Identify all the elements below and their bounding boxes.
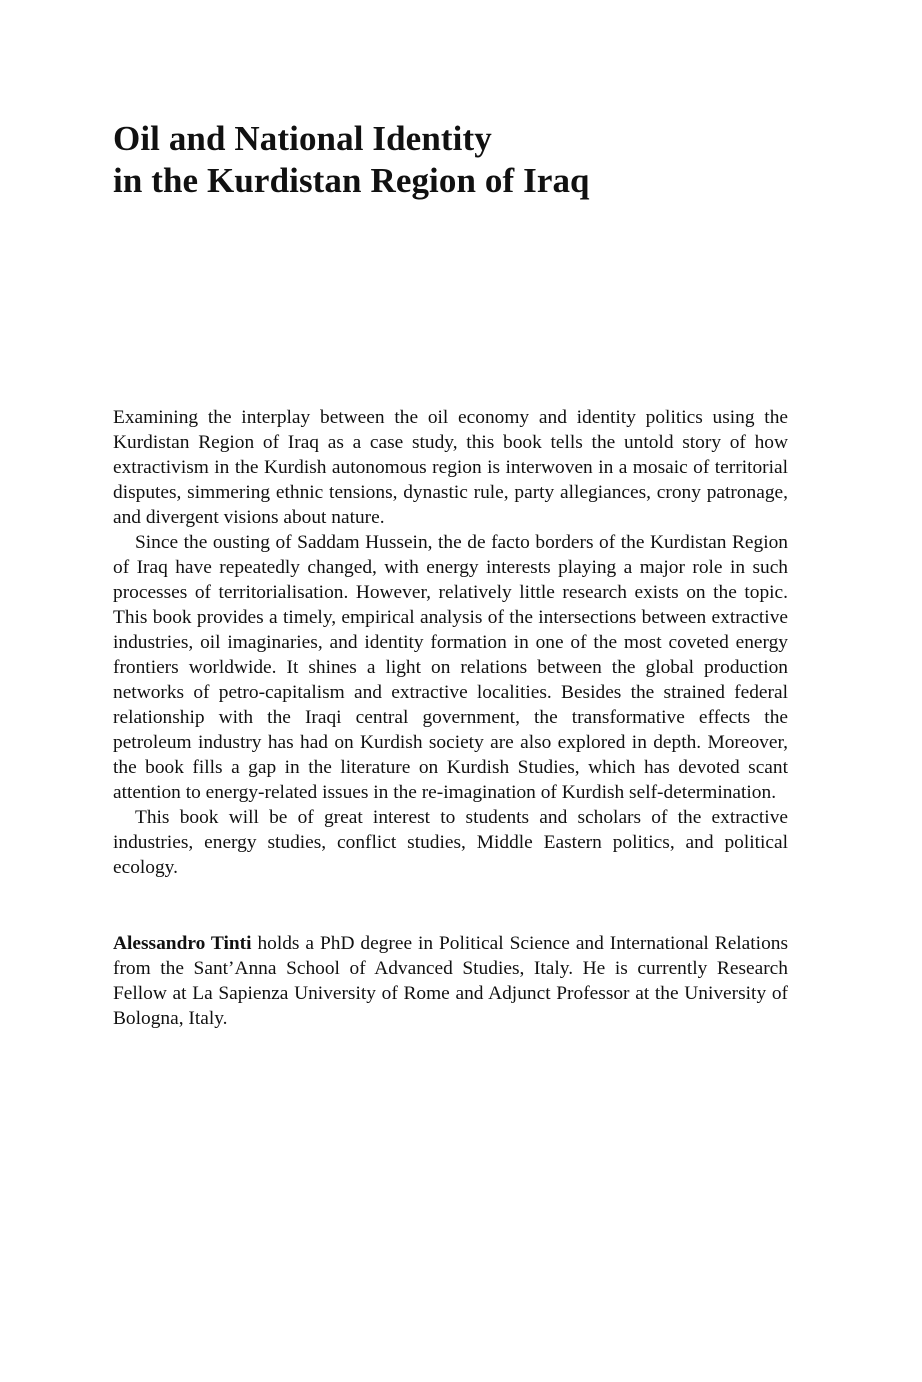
description-paragraph-2: Since the ousting of Saddam Hussein, the de facto borders of the Kurdistan Region of Iraq have repeatedly changed, with energy interests playing a major role in such processes of territorialisation. However, relatively little research exists on the topic. This book provides a timely, empirical analysis of the intersections between extractive industries, oil imaginaries, and identity formation in one of the most coveted energy frontiers worldwide. It shines a light on relations between the global production networks of petro-capitalism and extractive localities. Besides the strained federal relationship with the Iraqi central government, the transformative effects the petroleum industry has had on Kurdish society are also explored in depth. Moreover, the book fills a gap in the literature on Kurdish Studies, which has devoted scant attention to energy-related issues in the re-imagination of Kurdish self-determination. xyxy=(113,532,788,803)
book-title-line-2: in the Kurdistan Region of Iraq xyxy=(113,161,590,200)
book-title-line-1: Oil and National Identity xyxy=(113,119,492,158)
book-description xyxy=(113,405,788,880)
book-title xyxy=(113,118,793,202)
description-paragraph-3: This book will be of great interest to students and scholars of the extractive industries, energy studies, conflict studies, Middle Eastern politics, and political ecology. xyxy=(113,807,788,878)
author-bio-text: holds a PhD degree in Political Science and International Relations from the Sant’Anna School of Advanced Studies, Italy. He is currently Research Fellow at La Sapienza University of Rome and Adjunct Professor at the University of Bologna, Italy. xyxy=(113,933,789,1029)
author-biography xyxy=(113,931,788,1031)
author-name: Alessandro Tinti xyxy=(113,933,252,954)
description-paragraph-1: Examining the interplay between the oil economy and identity politics using the Kurdistan Region of Iraq as a case study, this book tells the untold story of how extractivism in the Kurdish autonomous region is interwoven in a mosaic of territorial disputes, simmering ethnic tensions, dynastic rule, party allegiances, crony patronage, and divergent visions about nature. xyxy=(113,407,788,528)
